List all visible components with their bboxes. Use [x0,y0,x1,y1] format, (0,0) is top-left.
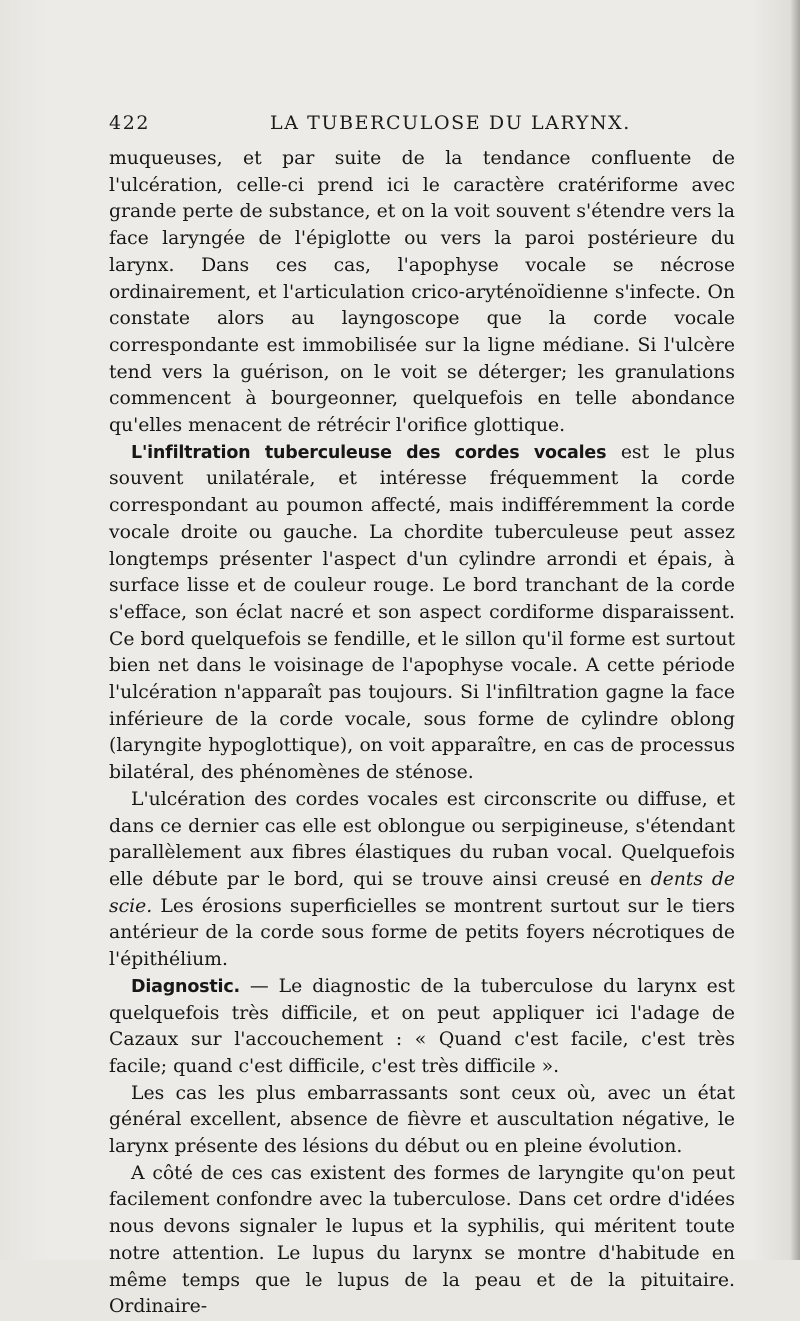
section-heading-diagnostic: Diagnostic. [131,976,240,997]
paragraph-infiltration [109,440,735,787]
paragraph-text: muqueuses, et par suite de la tendance confluente de l'ulcération, celle-ci prend ici le caractère cratériforme avec grande perte de substance, et on la voit souvent s'étendre vers la face laryngée de l'épiglotte ou vers la paroi postérieure du larynx. Dans ces cas, l'apophyse vocale se nécrose ordinairement, et l'articulation crico-aryténoïdienne s'infecte. On constate alors au layngoscope que la corde vocale correspondante est immobilisée sur la ligne médiane. Si l'ulcère tend vers la guérison, on le voit se déterger; les granulations commencent à bourgeonner, quelquefois en telle abondance qu'elles menacent de rétrécir l'orifice glottique. [109,148,735,437]
page-header [109,112,733,142]
page-number: 422 [109,112,151,134]
paragraph-text: — Le diagnostic de la tuberculose du larynx est quelquefois très difficile, et on peut appliquer ici l'adage de Cazaux sur l'accouchement : « Quand c'est facile, c'est très facile; quand c'est difficile, c'est très difficile ». [109,975,735,1077]
paragraph-ulceration-cordes [109,787,735,974]
paragraph-cas-embarrassants [109,1081,735,1161]
section-lead-infiltration: L'infiltration tuberculeuse des cordes vocales [131,442,607,463]
paragraph-ulceration-continued [109,146,735,440]
body-text [109,146,735,1321]
italic-term: dents de scie. [109,868,735,917]
paragraph-text: Les érosions superficielles se montrent surtout sur le tiers antérieur de la corde sous forme de petits foyers nécrotiques de l'épithélium. [109,895,735,971]
page-edge-shadow [790,0,800,1260]
paragraph-lupus-syphilis [109,1161,735,1321]
paragraph-diagnostic [109,974,735,1081]
running-title: LA TUBERCULOSE DU LARYNX. [270,112,631,134]
paragraph-text: Les cas les plus embarrassants sont ceux où, avec un état général excellent, absence de fièvre et auscultation négative, le larynx présente des lésions du début ou en pleine évolution. [109,1082,735,1158]
paragraph-text: est le plus souvent unilatérale, et intéresse fréquemment la corde correspondant au poumon affecté, mais indifféremment la corde vocale droite ou gauche. La chordite tuberculeuse peut assez longtemps présenter l'aspect d'un cylindre arrondi et épais, à surface lisse et de couleur rouge. Le bord tranchant de la corde s'efface, son éclat nacré et son aspect cordiforme disparaissent. Ce bord quelquefois se fendille, et le sillon qu'il forme est surtout bien net dans le voisinage de l'apophyse vocale. A cette période l'ulcération n'apparaît pas toujours. Si l'infiltration gagne la face inférieure de la corde vocale, sous forme de cylindre oblong (laryngite hypoglottique), on voit apparaître, en cas de processus bilatéral, des phénomènes de sténose. [109,441,735,784]
paragraph-text: A côté de ces cas existent des formes de laryngite qu'on peut facilement confondre avec la tuberculose. Dans cet ordre d'idées nous devons signaler le lupus et la syphilis, qui méritent toute notre attention. Le lupus du larynx se montre d'habitude en même temps que le lupus de la peau et de la pituitaire. Ordinaire- [109,1162,735,1318]
paragraph-text: L'ulcération des cordes vocales est circonscrite ou diffuse, et dans ce dernier cas elle est oblongue ou serpigineuse, s'étendant parallèlement aux fibres élastiques du ruban vocal. Quelquefois elle débute par le bord, qui se trouve ainsi creusé en [109,788,735,890]
